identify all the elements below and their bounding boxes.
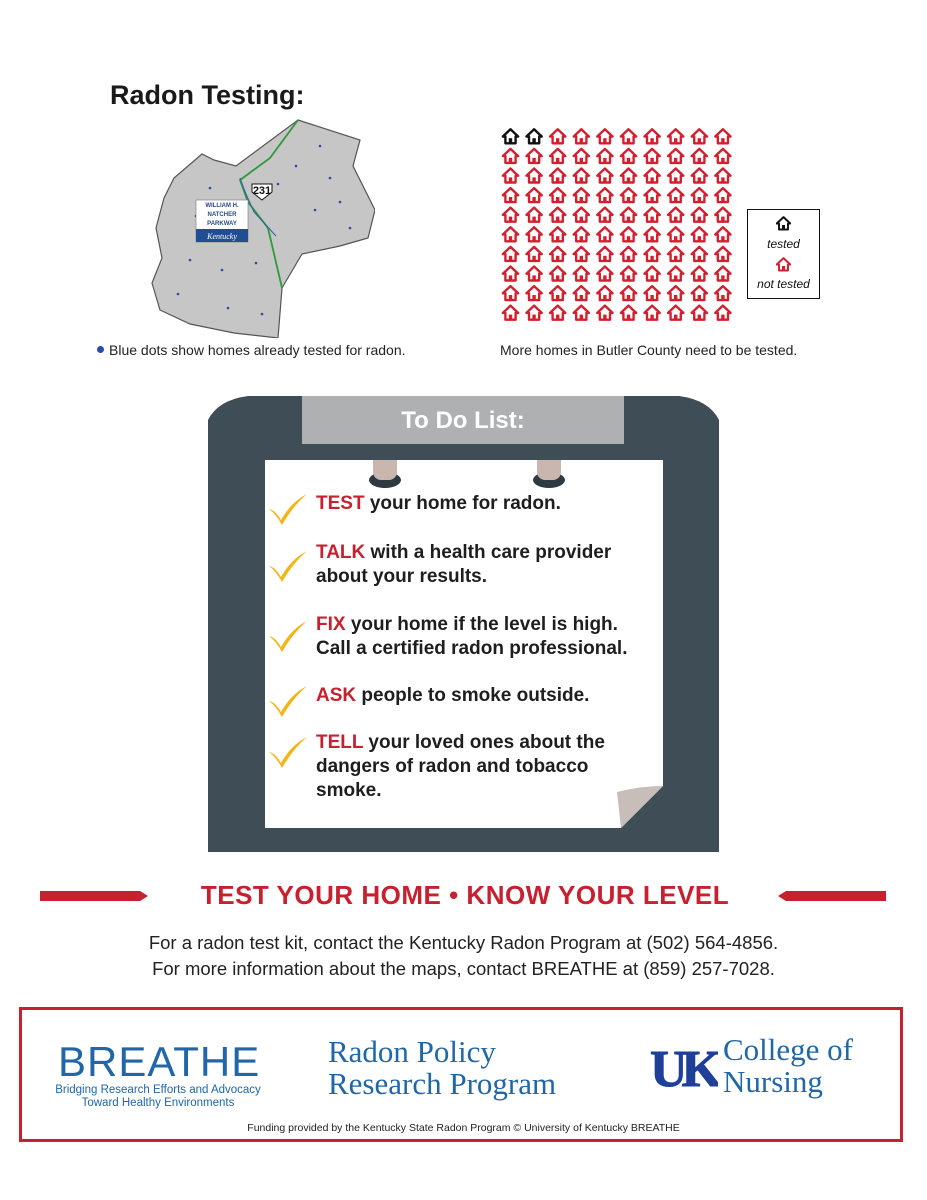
parkway-brand: Kentucky	[207, 232, 237, 241]
legend-not-tested-label: not tested	[757, 277, 810, 291]
not-tested-house-icon	[644, 247, 659, 261]
tested-house-icon	[526, 129, 541, 143]
blue-dot-icon	[97, 346, 104, 353]
not-tested-house-icon	[597, 149, 612, 163]
not-tested-house-icon	[526, 286, 541, 300]
todo-keyword: TELL	[316, 732, 364, 753]
not-tested-house-icon	[715, 149, 730, 163]
not-tested-house-icon	[668, 188, 683, 202]
parkway-line3: PARKWAY	[207, 221, 237, 227]
not-tested-house-icon	[715, 266, 730, 280]
not-tested-house-icon	[668, 266, 683, 280]
paper-ring-right	[533, 460, 565, 488]
not-tested-house-icon	[526, 227, 541, 241]
todo-text: people to smoke outside.	[356, 685, 590, 706]
not-tested-house-icon	[644, 286, 659, 300]
tested-dot	[349, 227, 352, 230]
not-tested-house-icon	[692, 266, 707, 280]
not-tested-house-icon	[526, 149, 541, 163]
not-tested-house-icon	[715, 129, 730, 143]
todo-text-line2: Call a certified radon professional.	[316, 638, 628, 659]
not-tested-house-icon	[550, 266, 565, 280]
uk-logo	[648, 1038, 718, 1094]
tested-dot	[314, 209, 317, 212]
not-tested-house-icon	[574, 208, 589, 222]
not-tested-house-icon	[550, 227, 565, 241]
county-outline	[152, 120, 375, 338]
not-tested-house-icon	[503, 149, 518, 163]
not-tested-house-icon	[574, 168, 589, 182]
not-tested-house-icon	[621, 208, 636, 222]
not-tested-house-icon	[503, 208, 518, 222]
slogan-bar-right	[778, 891, 886, 901]
not-tested-house-icon	[668, 286, 683, 300]
not-tested-house-icon	[503, 168, 518, 182]
not-tested-house-icon	[621, 247, 636, 261]
not-tested-house-icon	[668, 247, 683, 261]
not-tested-house-icon	[597, 306, 612, 320]
todo-keyword: TEST	[316, 493, 365, 514]
todo-text: your home if the level is high.	[345, 614, 618, 635]
not-tested-house-icon	[644, 306, 659, 320]
checkmark-icon	[267, 492, 309, 526]
not-tested-house-icon	[574, 306, 589, 320]
not-tested-house-icon	[668, 168, 683, 182]
todo-text-line3: smoke.	[316, 780, 382, 801]
slogan-bar-left	[40, 891, 148, 901]
tested-dot	[319, 145, 322, 148]
todo-keyword: FIX	[316, 614, 346, 635]
todo-text: your loved ones about the	[363, 732, 605, 753]
todo-heading: To Do List:	[302, 396, 624, 444]
tested-dot	[261, 313, 264, 316]
not-tested-house-icon	[692, 129, 707, 143]
not-tested-house-icon	[597, 266, 612, 280]
not-tested-house-icon	[644, 168, 659, 182]
todo-text-line2: about your results.	[316, 566, 488, 587]
todo-item	[267, 541, 667, 591]
not-tested-house-icon	[503, 266, 518, 280]
houses-grid	[500, 126, 740, 336]
college-logo-line-1: College of	[723, 1032, 853, 1067]
not-tested-house-icon	[692, 227, 707, 241]
checkmark-icon	[267, 619, 309, 653]
not-tested-house-icon	[621, 188, 636, 202]
not-tested-house-icon	[621, 266, 636, 280]
uk-letters: UK	[650, 1041, 716, 1094]
tested-dot	[209, 187, 212, 190]
not-tested-house-icon	[668, 208, 683, 222]
tested-dot	[177, 293, 180, 296]
not-tested-house-icon	[550, 149, 565, 163]
not-tested-house-icon	[668, 149, 683, 163]
not-tested-house-icon	[526, 247, 541, 261]
not-tested-house-icon	[644, 149, 659, 163]
not-tested-house-icon	[550, 306, 565, 320]
tested-dot	[221, 269, 224, 272]
not-tested-house-icon	[668, 129, 683, 143]
tested-dot	[277, 183, 280, 186]
not-tested-house-icon	[550, 168, 565, 182]
not-tested-house-icon	[526, 266, 541, 280]
not-tested-house-icon	[644, 188, 659, 202]
houses-legend	[747, 209, 820, 299]
map-caption-text: Blue dots show homes already tested for radon.	[109, 342, 406, 358]
not-tested-house-icon	[776, 257, 791, 272]
not-tested-house-icon	[574, 247, 589, 261]
contact-line-1: For a radon test kit, contact the Kentucky Radon Program at (502) 564-4856.	[148, 932, 779, 953]
todo-keyword: TALK	[316, 542, 366, 563]
breathe-logo: BREATHE	[58, 1038, 261, 1085]
not-tested-house-icon	[574, 149, 589, 163]
not-tested-house-icon	[526, 306, 541, 320]
tested-dot	[339, 201, 342, 204]
not-tested-house-icon	[503, 227, 518, 241]
not-tested-house-icon	[526, 188, 541, 202]
not-tested-house-icon	[644, 129, 659, 143]
todo-text: your home for radon.	[364, 493, 561, 514]
not-tested-house-icon	[668, 227, 683, 241]
slogan: TEST YOUR HOME • KNOW YOUR LEVEL	[200, 880, 730, 910]
not-tested-house-icon	[550, 208, 565, 222]
parkway-sign	[196, 200, 248, 242]
todo-item	[267, 684, 667, 720]
tested-dot	[189, 259, 192, 262]
not-tested-house-icon	[550, 129, 565, 143]
not-tested-house-icon	[503, 188, 518, 202]
todo-item	[267, 492, 667, 522]
not-tested-house-icon	[503, 306, 518, 320]
county-map	[150, 118, 375, 338]
not-tested-house-icon	[574, 188, 589, 202]
todo-item	[267, 731, 667, 807]
houses-caption: More homes in Butler County need to be tested.	[500, 342, 798, 358]
page-title: Radon Testing:	[110, 80, 305, 110]
not-tested-house-icon	[597, 168, 612, 182]
not-tested-house-icon	[621, 168, 636, 182]
not-tested-house-icon	[550, 286, 565, 300]
not-tested-house-icon	[621, 129, 636, 143]
todo-keyword: ASK	[316, 685, 357, 706]
not-tested-house-icon	[692, 306, 707, 320]
tested-dot	[295, 165, 298, 168]
not-tested-house-icon	[692, 149, 707, 163]
not-tested-house-icon	[526, 168, 541, 182]
not-tested-house-icon	[692, 188, 707, 202]
not-tested-house-icon	[668, 306, 683, 320]
breathe-tagline-1: Bridging Research Efforts and Advocacy	[55, 1084, 261, 1096]
not-tested-house-icon	[550, 247, 565, 261]
tested-house-icon	[503, 129, 518, 143]
parkway-line1: WILLIAM H.	[205, 203, 239, 209]
not-tested-house-icon	[597, 286, 612, 300]
not-tested-house-icon	[715, 188, 730, 202]
not-tested-house-icon	[550, 188, 565, 202]
map-caption	[97, 342, 406, 358]
not-tested-house-icon	[692, 208, 707, 222]
not-tested-house-icon	[692, 286, 707, 300]
not-tested-house-icon	[644, 266, 659, 280]
not-tested-house-icon	[715, 227, 730, 241]
not-tested-house-icon	[574, 286, 589, 300]
not-tested-house-icon	[597, 129, 612, 143]
not-tested-house-icon	[574, 129, 589, 143]
legend-tested-label: tested	[767, 237, 800, 251]
not-tested-house-icon	[715, 168, 730, 182]
funding-note: Funding provided by the Kentucky State Radon Program © University of Kentucky BREATHE	[247, 1122, 680, 1134]
tested-dot	[227, 307, 230, 310]
todo-text: with a health care provider	[365, 542, 612, 563]
contact-line-2: For more information about the maps, contact BREATHE at (859) 257-7028.	[152, 958, 775, 979]
todo-text-line2: dangers of radon and tobacco	[316, 756, 589, 777]
rprp-logo-line-1: Radon Policy	[328, 1034, 496, 1069]
checkmark-icon	[267, 684, 309, 718]
not-tested-house-icon	[621, 149, 636, 163]
tested-dot	[255, 262, 258, 265]
college-logo-line-2: Nursing	[723, 1064, 823, 1099]
not-tested-house-icon	[715, 286, 730, 300]
not-tested-house-icon	[692, 247, 707, 261]
not-tested-house-icon	[715, 208, 730, 222]
not-tested-house-icon	[692, 168, 707, 182]
not-tested-house-icon	[597, 227, 612, 241]
not-tested-house-icon	[597, 208, 612, 222]
tested-house-icon	[776, 216, 791, 231]
not-tested-house-icon	[597, 247, 612, 261]
not-tested-house-icon	[715, 247, 730, 261]
checkmark-icon	[267, 735, 309, 769]
not-tested-house-icon	[574, 227, 589, 241]
not-tested-house-icon	[503, 247, 518, 261]
tested-dot	[329, 177, 332, 180]
not-tested-house-icon	[715, 306, 730, 320]
not-tested-house-icon	[621, 227, 636, 241]
not-tested-house-icon	[644, 208, 659, 222]
not-tested-house-icon	[526, 208, 541, 222]
route-label: 231	[252, 185, 272, 197]
not-tested-house-icon	[597, 188, 612, 202]
not-tested-house-icon	[574, 266, 589, 280]
rprp-logo-line-2: Research Program	[328, 1066, 557, 1101]
not-tested-house-icon	[644, 227, 659, 241]
not-tested-house-icon	[503, 286, 518, 300]
todo-item	[267, 613, 667, 663]
not-tested-house-icon	[621, 306, 636, 320]
paper-ring-left	[369, 460, 401, 488]
breathe-tagline-2: Toward Healthy Environments	[81, 1097, 235, 1109]
parkway-line2: NATCHER	[207, 212, 237, 218]
not-tested-house-icon	[621, 286, 636, 300]
checkmark-icon	[267, 549, 309, 583]
